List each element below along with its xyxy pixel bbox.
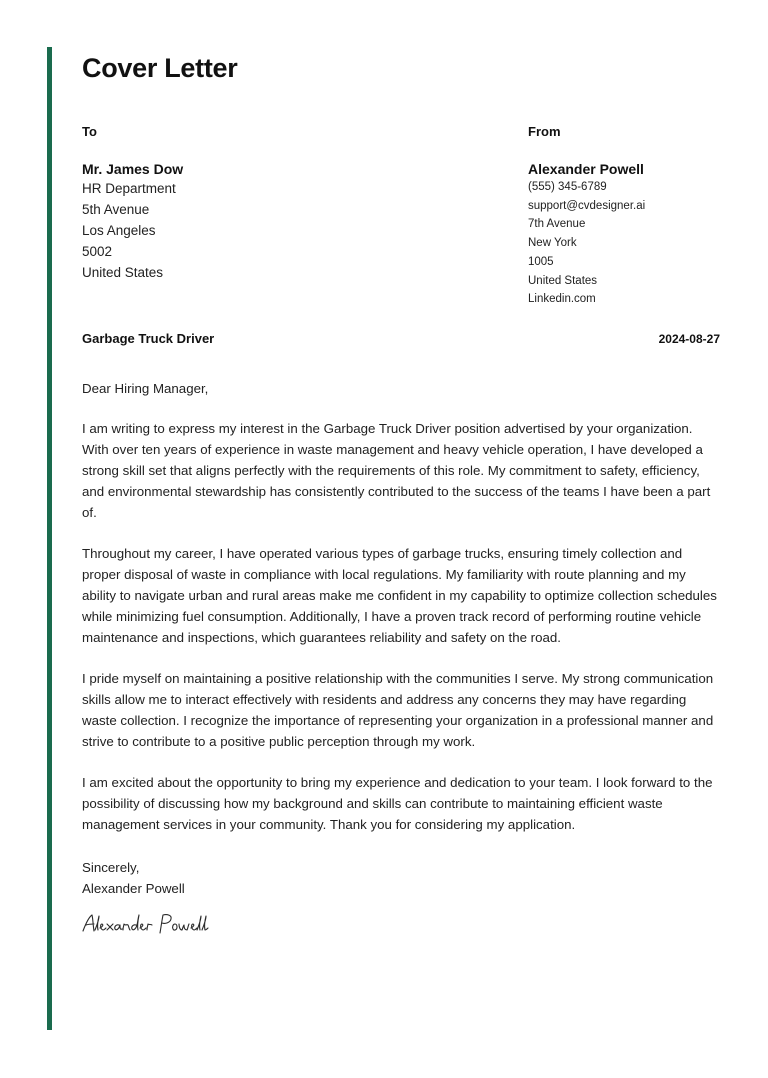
letter-date: 2024-08-27 bbox=[658, 332, 720, 346]
recipient-city: Los Angeles bbox=[82, 223, 156, 238]
recipient-block bbox=[82, 124, 382, 283]
sender-email: support@cvdesigner.ai bbox=[528, 199, 646, 212]
body-paragraph: I am excited about the opportunity to bring my experience and dedication to your team. I look forward to the possibility of discussing how my background and skills can contribute to maintaining efficient waste management services in your community. Thank you for considering my application. bbox=[82, 775, 713, 832]
to-label: To bbox=[82, 124, 97, 139]
recipient-department: HR Department bbox=[82, 181, 176, 196]
recipient-country: United States bbox=[82, 265, 164, 280]
sender-linkedin: Linkedin.com bbox=[528, 293, 596, 306]
signer-name: Alexander Powell bbox=[82, 881, 185, 896]
body-paragraph: Throughout my career, I have operated various types of garbage trucks, ensuring timely collection and proper disposal of waste in compliance with local regulations. My familiarity with route planning and my ability to navigate urban and rural areas make me confident in my capability to optimize collection schedules while minimizing fuel consumption. Additionally, I have a proven track record of performing routine vehicle maintenance and inspections, which guarantees reliability and safety on the road. bbox=[82, 546, 717, 645]
closing: Sincerely, bbox=[82, 860, 140, 875]
from-label: From bbox=[528, 124, 561, 139]
recipient-street: 5th Avenue bbox=[82, 202, 150, 217]
closing-block bbox=[82, 857, 185, 899]
accent-bar bbox=[47, 47, 52, 1030]
job-title: Garbage Truck Driver bbox=[82, 331, 215, 346]
body-paragraph: I pride myself on maintaining a positive relationship with the communities I serve. My strong communication skills allow me to interact effectively with residents and address any concerns they may have regarding waste collection. I recognize the importance of representing your organization in a professional manner and strive to contribute to a positive public perception through my work. bbox=[82, 671, 714, 749]
recipient-postcode: 5002 bbox=[82, 244, 113, 259]
sender-postcode: 1005 bbox=[528, 255, 554, 268]
recipient-name: Mr. James Dow bbox=[82, 161, 184, 177]
sender-phone: (555) 345-6789 bbox=[528, 181, 607, 193]
salutation: Dear Hiring Manager, bbox=[82, 381, 209, 396]
body-paragraph: I am writing to express my interest in the Garbage Truck Driver position advertised by your organization. With over ten years of experience in waste management and heavy vehicle operation, I have developed a strong skill set that aligns perfectly with the requirements of this role. My commitment to safety, efficiency, and environmental stewardship has consistently contributed to the success of the teams I have been a part of. bbox=[82, 421, 711, 520]
sender-street: 7th Avenue bbox=[528, 218, 586, 231]
sender-country: United States bbox=[528, 274, 598, 287]
sender-name: Alexander Powell bbox=[528, 161, 644, 177]
letter-body bbox=[82, 378, 722, 855]
sender-block bbox=[528, 124, 728, 309]
handwritten-signature bbox=[80, 909, 210, 939]
sender-city: New York bbox=[528, 237, 577, 250]
page-title: Cover Letter bbox=[82, 53, 238, 83]
